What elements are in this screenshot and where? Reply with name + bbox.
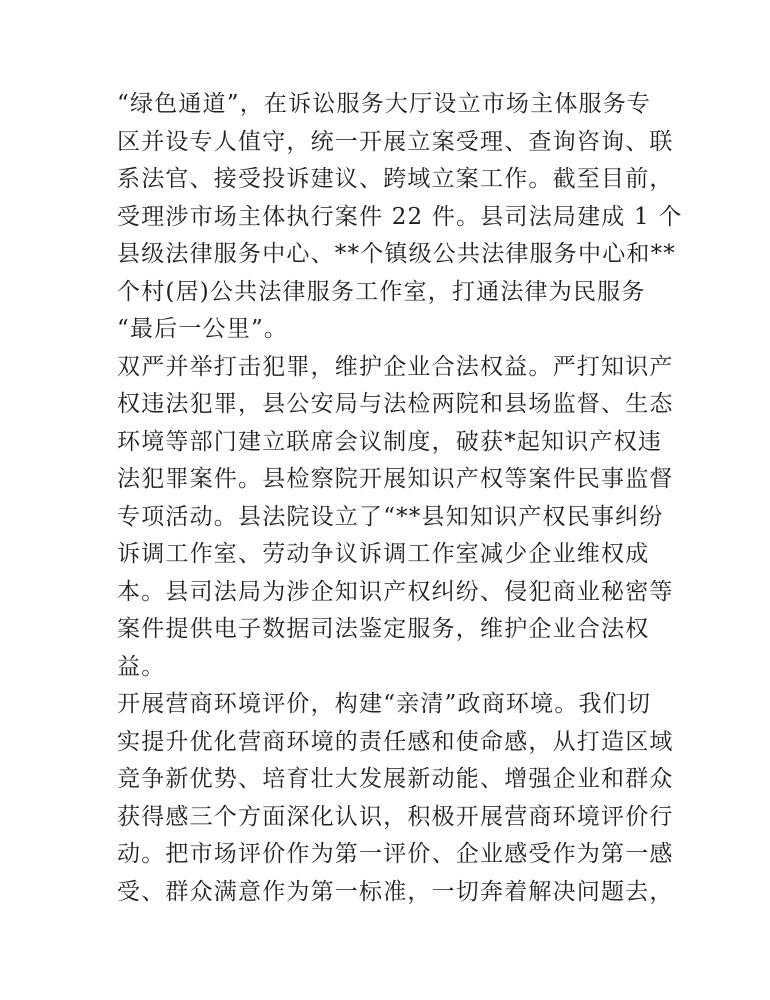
text-line: 受、群众满意作为第一标准，一切奔着解决问题去， (117, 878, 674, 905)
text-line: 益。 (117, 653, 166, 680)
text-line: 系法官、接受投诉建议、跨域立案工作。截至目前， (117, 166, 674, 192)
text-line: 实提升优化营商环境的责任感和使命感，从打造区域 (117, 728, 674, 755)
text-line: 区并设专人值守，统一开展立案受理、查询咨询、联 (117, 128, 674, 155)
document-body (117, 86, 683, 911)
text-line: 双严并举打击犯罪，维护企业合法权益。严打知识产 (117, 353, 674, 380)
text-line: 环境等部门建立联席会议制度，破获*起知识产权违 (117, 428, 663, 455)
text-line: 案件提供电子数据司法鉴定服务，维护企业合法权 (117, 616, 650, 642)
text-line: 竞争新优势、培育壮大发展新动能、增强企业和群众 (117, 766, 674, 792)
text-line: 法犯罪案件。县检察院开展知识产权等案件民事监督 (117, 466, 674, 492)
text-line: 县级法律服务中心、**个镇级公共法律服务中心和** (117, 241, 676, 267)
text-line: “绿色通道”，在诉讼服务大厅设立市场主体服务专 (117, 91, 652, 117)
text-line: 专项活动。县法院设立了“**县知知识产权民事纠纷 (117, 503, 664, 530)
text-line: 受理涉市场主体执行案件 22 件。县司法局建成 1 个 (117, 203, 683, 230)
text-line: 权违法犯罪，县公安局与法检两院和县场监督、生态 (117, 391, 674, 417)
text-line: 获得感三个方面深化认识，积极开展营商环境评价行 (117, 803, 674, 830)
text-line: 本。县司法局为涉企知识产权纠纷、侵犯商业秘密等 (117, 578, 674, 605)
text-line: 诉调工作室、劳动争议诉调工作室减少企业维权成 (117, 541, 650, 567)
text-line: 开展营商环境评价，构建“亲清”政商环境。我们切 (117, 691, 652, 717)
text-line: 动。把市场评价作为第一评价、企业感受作为第一感 (117, 841, 674, 867)
text-line: “最后一公里”。 (117, 316, 289, 342)
text-line: 个村(居)公共法律服务工作室，打通法律为民服务 (117, 278, 646, 305)
